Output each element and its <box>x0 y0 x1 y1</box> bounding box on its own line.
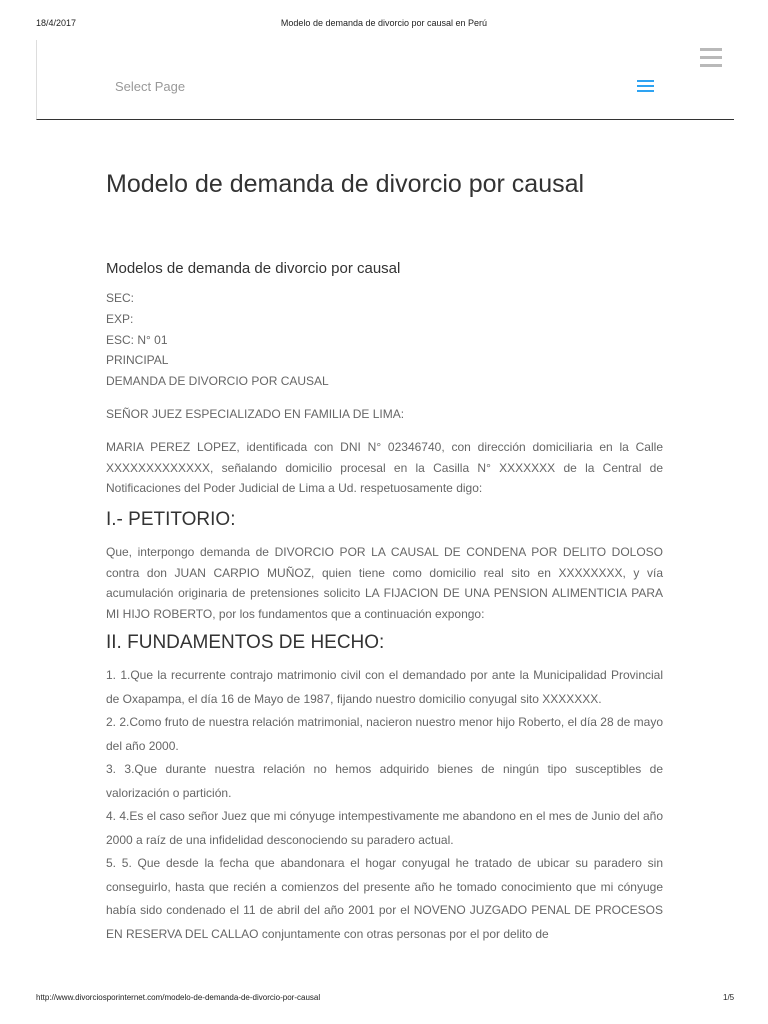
list-item: 3. 3.Que durante nuestra relación no hemos adquirido bienes de ningún tipo susceptibles de valorización o partición. <box>106 762 663 800</box>
meta-line: DEMANDA DE DIVORCIO POR CAUSAL <box>106 374 329 389</box>
meta-line: ESC: N° 01 <box>106 332 168 347</box>
print-date: 18/4/2017 <box>36 18 77 28</box>
page-number: 1/5 <box>723 993 735 1002</box>
print-url: http://www.divorciosporinternet.com/modelo-de-demanda-de-divorcio-por-causal <box>36 993 321 1002</box>
meta-line: SEC: <box>106 291 135 305</box>
site-header <box>36 40 734 120</box>
list-item: 1. 1.Que la recurrente contrajo matrimonio civil con el demandado por ante la Municipalidad Provincial de Oxapampa, el día 16 de Mayo de 1987, fijando nuestro domicilio conyugal sito XXXXXXX. <box>106 668 663 706</box>
meta-line: EXP: <box>106 311 134 326</box>
page-title: Modelo de demanda de divorcio por causal <box>106 170 585 198</box>
case-meta <box>106 288 329 392</box>
fundamentos-heading: II. FUNDAMENTOS DE HECHO: <box>106 632 385 653</box>
print-page-title: Modelo de demanda de divorcio por causal en Perú <box>280 18 488 28</box>
addressee: SEÑOR JUEZ ESPECIALIZADO EN FAMILIA DE LIMA: <box>106 407 405 421</box>
petitorio-heading: I.- PETITORIO: <box>106 509 236 530</box>
petitorio-paragraph: Que, interpongo demanda de DIVORCIO POR LA CAUSAL DE CONDENA POR DELITO DOLOSO contra don JUAN CARPIO MUÑOZ, quien tiene como domicilio real sito en XXXXXXXX, y vía acumulación originaria de pretensiones solicito LA FIJACION DE UNA PENSION ALIMENTICIA PARA MI HIJO ROBERTO, por los fundamentos que a continuación expongo: <box>106 545 663 621</box>
intro-paragraph: MARIA PEREZ LOPEZ, identificada con DNI N° 02346740, con dirección domiciliaria en la Calle XXXXXXXXXXXXX, señalando domicilio procesal en la Casilla N° XXXXXXX de la Central de Notificaciones del Poder Judicial de Lima a Ud. respetuosamente digo: <box>106 440 663 495</box>
list-item: 4. 4.Es el caso señor Juez que mi cónyuge intempestivamente me abandono en el mes de Junio del año 2000 a raíz de una infidelidad desconociendo su paradero actual. <box>106 809 663 847</box>
list-item: 5. 5. Que desde la fecha que abandonara el hogar conyugal he tratado de ubicar su paradero sin conseguirlo, hasta que recién a comienzos del presente año he tomado conocimiento que mi cónyuge había sido condenado el 11 de abril del año 2001 por el NOVENO JUZGADO PENAL DE PROCESOS EN RESERVA DEL CALLAO conjuntamente con otras personas por el por delito de <box>106 856 663 941</box>
select-page-link[interactable]: Select Page <box>115 79 186 94</box>
list-item: 2. 2.Como fruto de nuestra relación matrimonial, nacieron nuestro menor hijo Roberto, el día 28 de mayo del año 2000. <box>106 715 663 753</box>
mobile-menu-icon[interactable] <box>637 80 654 93</box>
article-subtitle: Modelos de demanda de divorcio por causal <box>106 260 401 277</box>
facts-list <box>106 664 663 946</box>
print-header <box>0 18 768 30</box>
meta-line: PRINCIPAL <box>106 353 169 368</box>
